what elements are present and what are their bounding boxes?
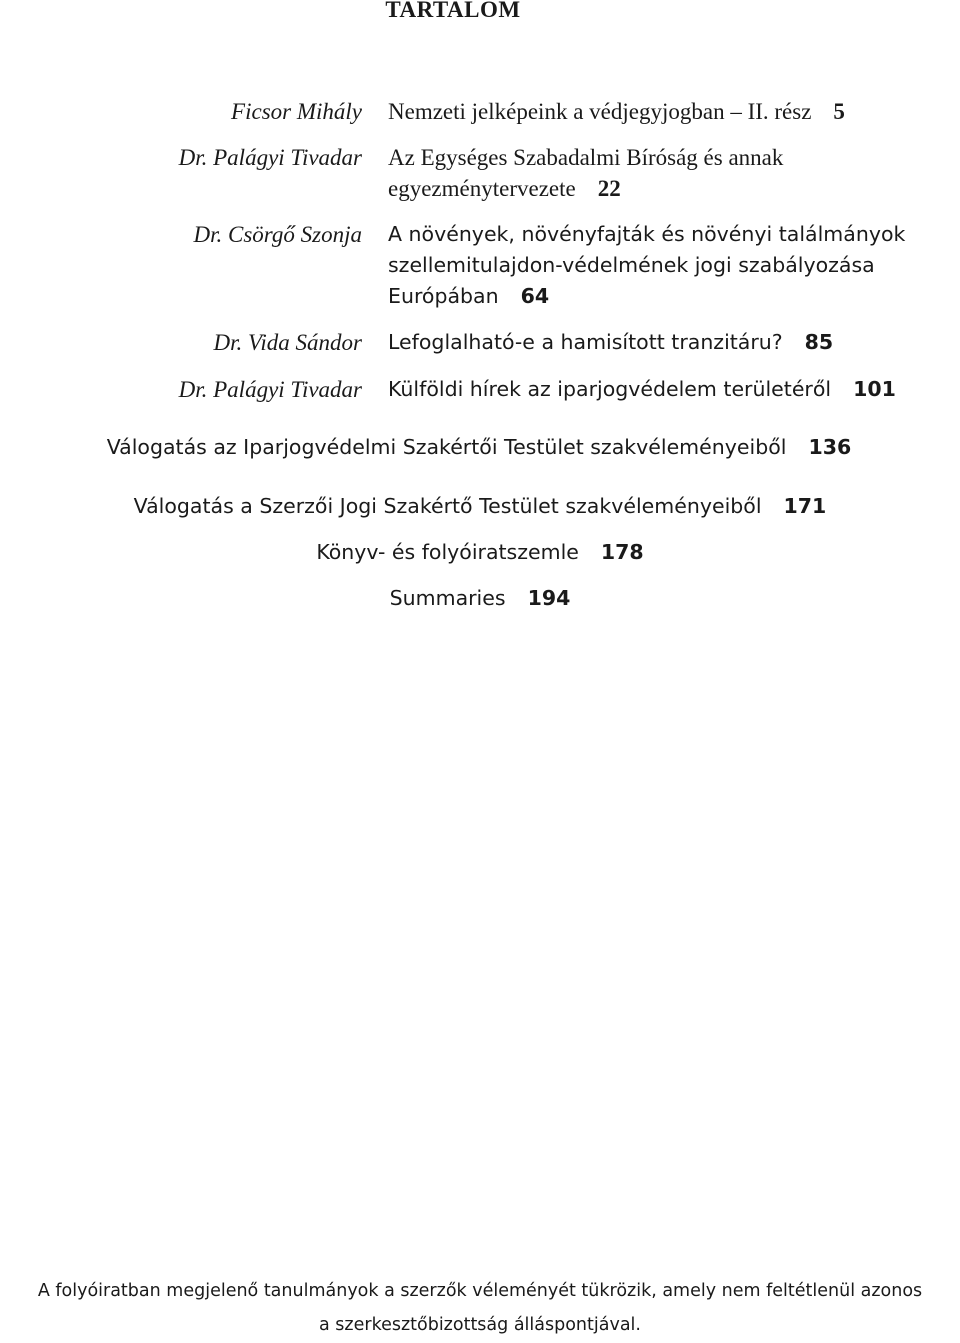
toc-section-title: Válogatás az Iparjogvédelmi Szakértői Testület szakvéleményeiből: [106, 435, 787, 459]
toc-title-line: Az Egységes Szabadalmi Bíróság és annak: [388, 145, 784, 170]
toc-section-title: Könyv- és folyóiratszemle: [316, 540, 579, 564]
toc-title-text: egyezménytervezete: [388, 176, 576, 201]
toc-author: Dr. Vida Sándor: [213, 330, 362, 355]
toc-title-text: Külföldi hírek az iparjogvédelem területéről: [388, 377, 832, 401]
toc-page-number: 178: [600, 540, 644, 564]
toc-title-line: A növények, növényfajták és növényi találmányok: [388, 222, 906, 246]
toc-section[interactable]: [0, 432, 959, 463]
toc-title-line: [388, 173, 933, 204]
toc-title: [388, 96, 933, 127]
toc-title: [388, 327, 933, 358]
toc-author: Dr. Palágyi Tivadar: [178, 145, 362, 170]
toc-page-number: 136: [808, 435, 852, 459]
toc-section-title: Summaries: [389, 586, 506, 610]
toc-section[interactable]: [0, 537, 960, 568]
toc-title: [388, 374, 933, 405]
toc-page-number: 171: [783, 494, 827, 518]
toc-page-number: 22: [597, 176, 621, 201]
toc-author: Dr. Csörgő Szonja: [193, 222, 362, 247]
footer-note: [0, 1274, 960, 1342]
toc-section[interactable]: [0, 583, 960, 614]
toc-page-number: 5: [833, 99, 845, 124]
toc-section[interactable]: [0, 491, 960, 522]
toc-title-text: Európában: [388, 284, 499, 308]
toc-page-number: 85: [804, 330, 834, 354]
toc-title: [388, 142, 933, 204]
toc-title-text: Lefoglalható-e a hamisított tranzitáru?: [388, 330, 783, 354]
toc-page-number: 101: [853, 377, 896, 401]
toc-author: Dr. Palágyi Tivadar: [178, 377, 362, 402]
footer-line: a szerkesztőbizottság álláspontjával.: [319, 1315, 641, 1335]
toc-title-line: szellemitulajdon-védelmének jogi szabályozása: [388, 253, 875, 277]
toc-section-title: Válogatás a Szerzői Jogi Szakértő Testület szakvéleményeiből: [133, 494, 762, 518]
footer-line: A folyóiratban megjelenő tanulmányok a szerzők véleményét tükrözik, amely nem feltétlenül azonos: [37, 1281, 923, 1301]
toc-page-number: 64: [520, 284, 550, 308]
page-title: TARTALOM: [385, 0, 521, 22]
toc-page-number: 194: [527, 586, 571, 610]
toc-author: Ficsor Mihály: [231, 99, 362, 124]
toc-title-text: Nemzeti jelképeink a védjegyjogban – II. rész: [388, 99, 812, 124]
toc-title-line: [388, 281, 933, 312]
toc-title: [388, 219, 933, 312]
